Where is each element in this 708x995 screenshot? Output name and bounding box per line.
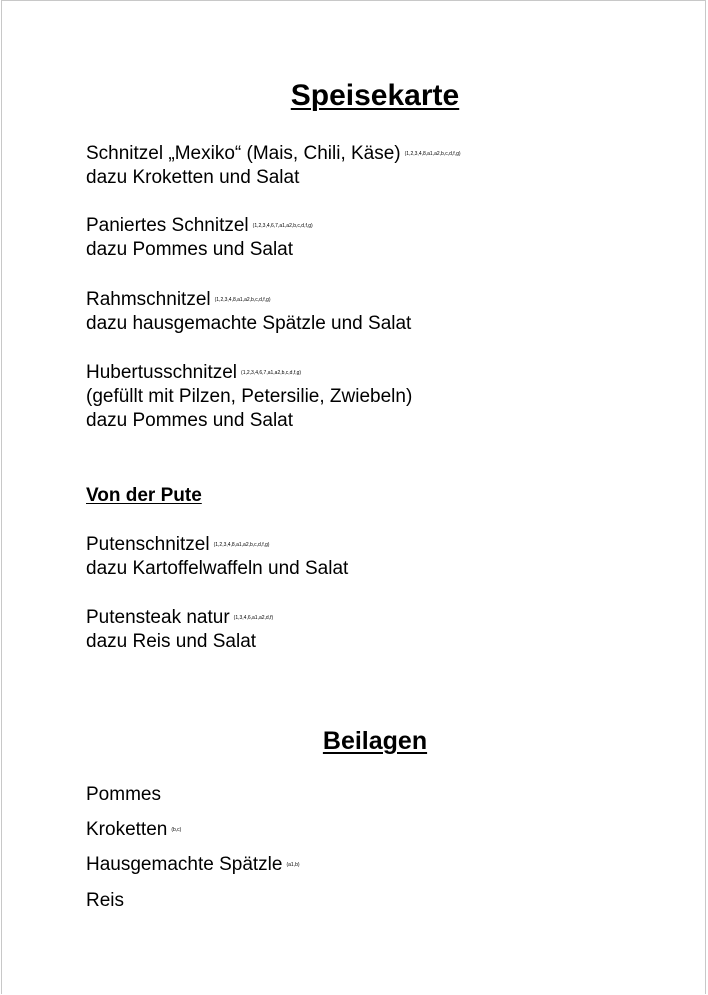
dish-name: Paniertes Schnitzel	[86, 215, 249, 236]
dish-description: dazu hausgemachte Spätzle und Salat	[86, 313, 412, 334]
dish-description: (gefüllt mit Pilzen, Petersilie, Zwiebeln)	[86, 386, 413, 407]
side-spaetzle	[86, 853, 300, 877]
side-name: Hausgemachte Spätzle	[86, 854, 283, 875]
dish-description: dazu Pommes und Salat	[86, 410, 294, 431]
dish-name: Schnitzel „Mexiko“ (Mais, Chili, Käse)	[86, 143, 401, 164]
section-heading-pute: Von der Pute	[86, 485, 202, 506]
allergen-codes: (1,2,3,4,8,a1,a2,b,c,d,f,g)	[214, 297, 271, 303]
dish-rahmschnitzel	[86, 288, 270, 312]
side-name: Pommes	[86, 784, 161, 805]
side-reis	[86, 889, 124, 913]
side-pommes	[86, 783, 161, 807]
dish-putenschnitzel	[86, 533, 269, 557]
dish-schnitzel-mexiko	[86, 142, 461, 166]
dish-hubertusschnitzel	[86, 361, 301, 385]
allergen-codes: (1,2,3,4,6,7,a1,a2,b,c,d,f,g)	[252, 223, 313, 229]
dish-paniertes-schnitzel	[86, 214, 313, 238]
side-name: Reis	[86, 890, 125, 911]
allergen-codes: (1,2,3,4,8,a1,a2,b,c,d,f,g)	[213, 542, 270, 548]
dish-description: dazu Reis und Salat	[86, 631, 257, 652]
section-title-beilagen: Beilagen	[322, 727, 428, 755]
page-title: Speisekarte	[290, 79, 460, 112]
dish-name: Putenschnitzel	[86, 534, 210, 555]
side-kroketten	[86, 818, 181, 842]
dish-description: dazu Kroketten und Salat	[86, 167, 300, 188]
allergen-codes: (b,c)	[171, 827, 182, 833]
dish-description: dazu Kartoffelwaffeln und Salat	[86, 558, 349, 579]
dish-name: Rahmschnitzel	[86, 289, 211, 310]
dish-description: dazu Pommes und Salat	[86, 239, 294, 260]
allergen-codes: (1,2,3,4,8,a1,a2,b,c,d,f,g)	[404, 151, 461, 157]
dish-name: Hubertusschnitzel	[86, 362, 238, 383]
dish-name: Putensteak natur	[86, 607, 230, 628]
allergen-codes: (a1,b)	[286, 862, 300, 868]
allergen-codes: (1,2,3,4,6,7,a1,a2,b,c,d,f,g)	[241, 370, 302, 376]
dish-putensteak-natur	[86, 606, 273, 630]
side-name: Kroketten	[86, 819, 168, 840]
allergen-codes: (1,3,4,6,a1,a2,d,f)	[233, 615, 274, 621]
